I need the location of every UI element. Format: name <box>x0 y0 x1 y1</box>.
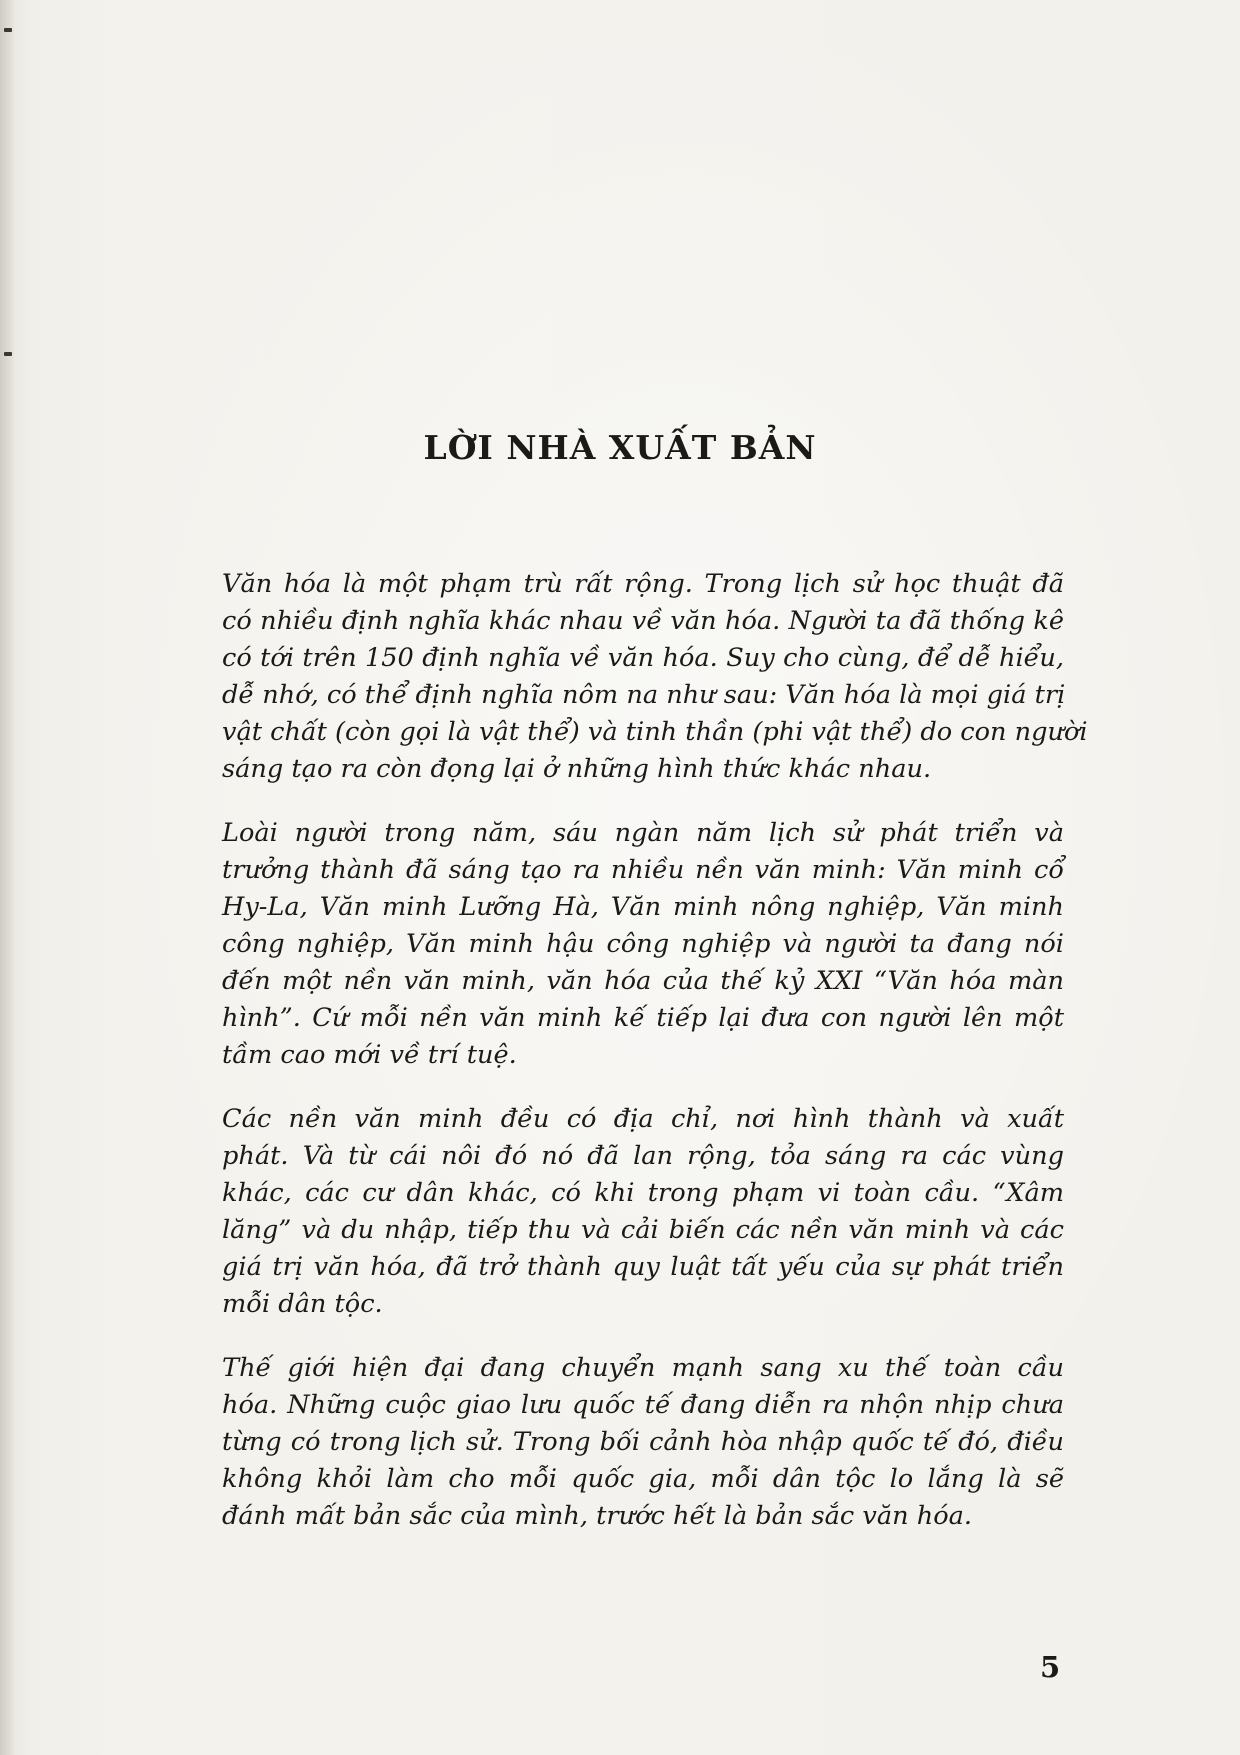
text-line: vật chất (còn gọi là vật thể) và tinh thần (phi vật thể) do con người <box>222 717 1088 747</box>
text-line: trưởng thành đã sáng tạo ra nhiều nền văn minh: Văn minh cổ <box>222 855 1064 885</box>
text-line: Các nền văn minh đều có địa chỉ, nơi hình thành và xuất <box>222 1104 1064 1134</box>
binding-mark <box>4 28 12 32</box>
text-line: lăng” và du nhập, tiếp thu và cải biến các nền văn minh và các <box>222 1215 1064 1245</box>
text-line: Thế giới hiện đại đang chuyển mạnh sang xu thế toàn cầu <box>222 1353 1064 1383</box>
binding-mark <box>4 352 12 356</box>
text-line: tầm cao mới về trí tuệ. <box>222 1040 517 1070</box>
binding-edge <box>0 0 14 1755</box>
text-line: hóa. Những cuộc giao lưu quốc tế đang diễn ra nhộn nhịp chưa <box>222 1390 1064 1420</box>
text-line: không khỏi làm cho mỗi quốc gia, mỗi dân tộc lo lắng là sẽ <box>222 1464 1064 1494</box>
text-line: khác, các cư dân khác, có khi trong phạm vi toàn cầu. “Xâm <box>222 1178 1064 1208</box>
text-line: giá trị văn hóa, đã trở thành quy luật tất yếu của sự phát triển <box>222 1252 1064 1282</box>
paragraph-2 <box>222 815 1064 1074</box>
page-title: LỜI NHÀ XUẤT BẢN <box>423 428 817 467</box>
text-line: sáng tạo ra còn đọng lại ở những hình thức khác nhau. <box>222 754 932 784</box>
text-line: đánh mất bản sắc của mình, trước hết là bản sắc văn hóa. <box>222 1501 973 1531</box>
paragraph-3 <box>222 1101 1064 1323</box>
paragraph-1 <box>222 566 1088 788</box>
text-line: đến một nền văn minh, văn hóa của thế kỷ XXI “Văn hóa màn <box>222 966 1064 996</box>
paragraph-4 <box>222 1350 1064 1535</box>
body-text <box>222 566 1088 1562</box>
text-line: có tới trên 150 định nghĩa về văn hóa. Suy cho cùng, để dễ hiểu, <box>222 643 1064 673</box>
text-line: công nghiệp, Văn minh hậu công nghiệp và người ta đang nói <box>222 929 1064 959</box>
text-line: mỗi dân tộc. <box>222 1289 383 1319</box>
page-number: 5 <box>1040 1650 1061 1684</box>
text-line: hình”. Cứ mỗi nền văn minh kế tiếp lại đưa con người lên một <box>222 1003 1064 1033</box>
text-line: Văn hóa là một phạm trù rất rộng. Trong lịch sử học thuật đã <box>222 569 1064 599</box>
text-line: dễ nhớ, có thể định nghĩa nôm na như sau: Văn hóa là mọi giá trị <box>222 680 1066 710</box>
text-line: từng có trong lịch sử. Trong bối cảnh hòa nhập quốc tế đó, điều <box>222 1427 1064 1457</box>
text-line: có nhiều định nghĩa khác nhau về văn hóa. Người ta đã thống kê <box>222 606 1064 636</box>
text-line: Hy-La, Văn minh Lưỡng Hà, Văn minh nông nghiệp, Văn minh <box>222 892 1064 922</box>
text-line: Loài người trong năm, sáu ngàn năm lịch sử phát triển và <box>222 818 1064 848</box>
text-line: phát. Và từ cái nôi đó nó đã lan rộng, tỏa sáng ra các vùng <box>222 1141 1064 1171</box>
